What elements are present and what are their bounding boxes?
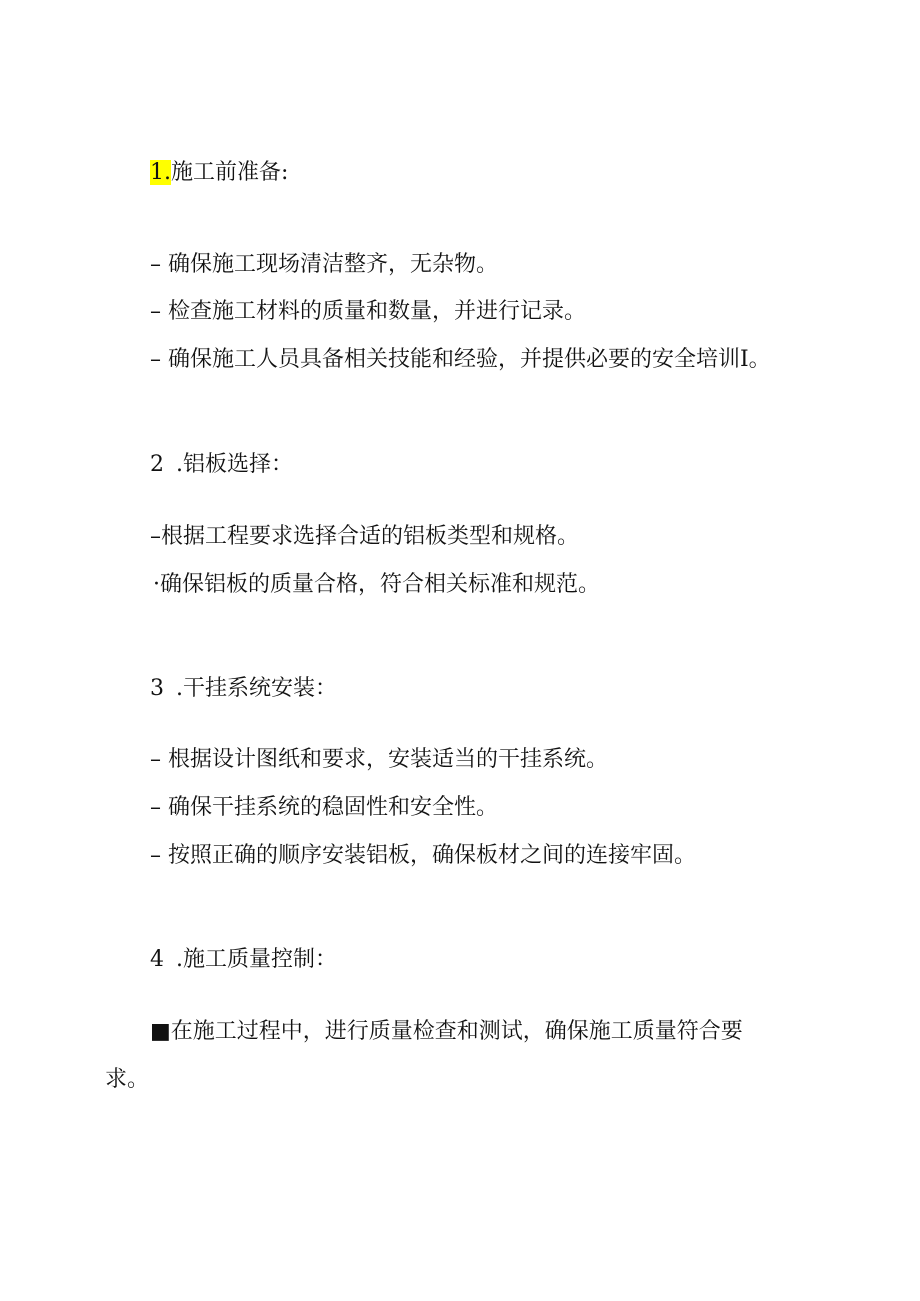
- section-2-item: –根据工程要求选择合适的铝板类型和规格。: [150, 524, 580, 549]
- section-4-title: .施工质量控制：: [176, 947, 337, 972]
- section-3-title: .干挂系统安装：: [176, 676, 337, 701]
- section-3-item: – 确保干挂系统的稳固性和安全性。: [150, 795, 498, 820]
- section-1-heading: [150, 158, 288, 188]
- section-3-item: – 根据设计图纸和要求，安装适当的干挂系统。: [150, 747, 608, 772]
- section-3-number: 3: [150, 676, 164, 701]
- section-1-item: – 检查施工材料的质量和数量，并进行记录。: [150, 299, 586, 324]
- section-2-item: ·确保铝板的质量合格，符合相关标准和规范。: [153, 572, 600, 597]
- section-1-number: 1.: [150, 160, 171, 185]
- section-2-title: .铝板选择：: [176, 452, 293, 477]
- section-1-title: 施工前准备:: [171, 160, 289, 185]
- section-4-paragraph-line-2: 求。: [105, 1067, 150, 1092]
- section-2-heading: [150, 450, 293, 480]
- section-2-number: 2: [150, 452, 164, 477]
- section-1-item: – 确保施工人员具备相关技能和经验，并提供必要的安全培训I。: [150, 347, 771, 372]
- section-4-heading: [150, 945, 337, 975]
- section-1-item: – 确保施工现场清洁整齐，无杂物。: [150, 252, 498, 277]
- section-4-paragraph-line-1: ■在施工过程中，进行质量检查和测试，确保施工质量符合要: [150, 1019, 743, 1044]
- section-3-item: – 按照正确的顺序安装铝板，确保板材之间的连接牢固。: [150, 843, 696, 868]
- section-3-heading: [150, 674, 337, 704]
- section-4-number: 4: [150, 947, 164, 972]
